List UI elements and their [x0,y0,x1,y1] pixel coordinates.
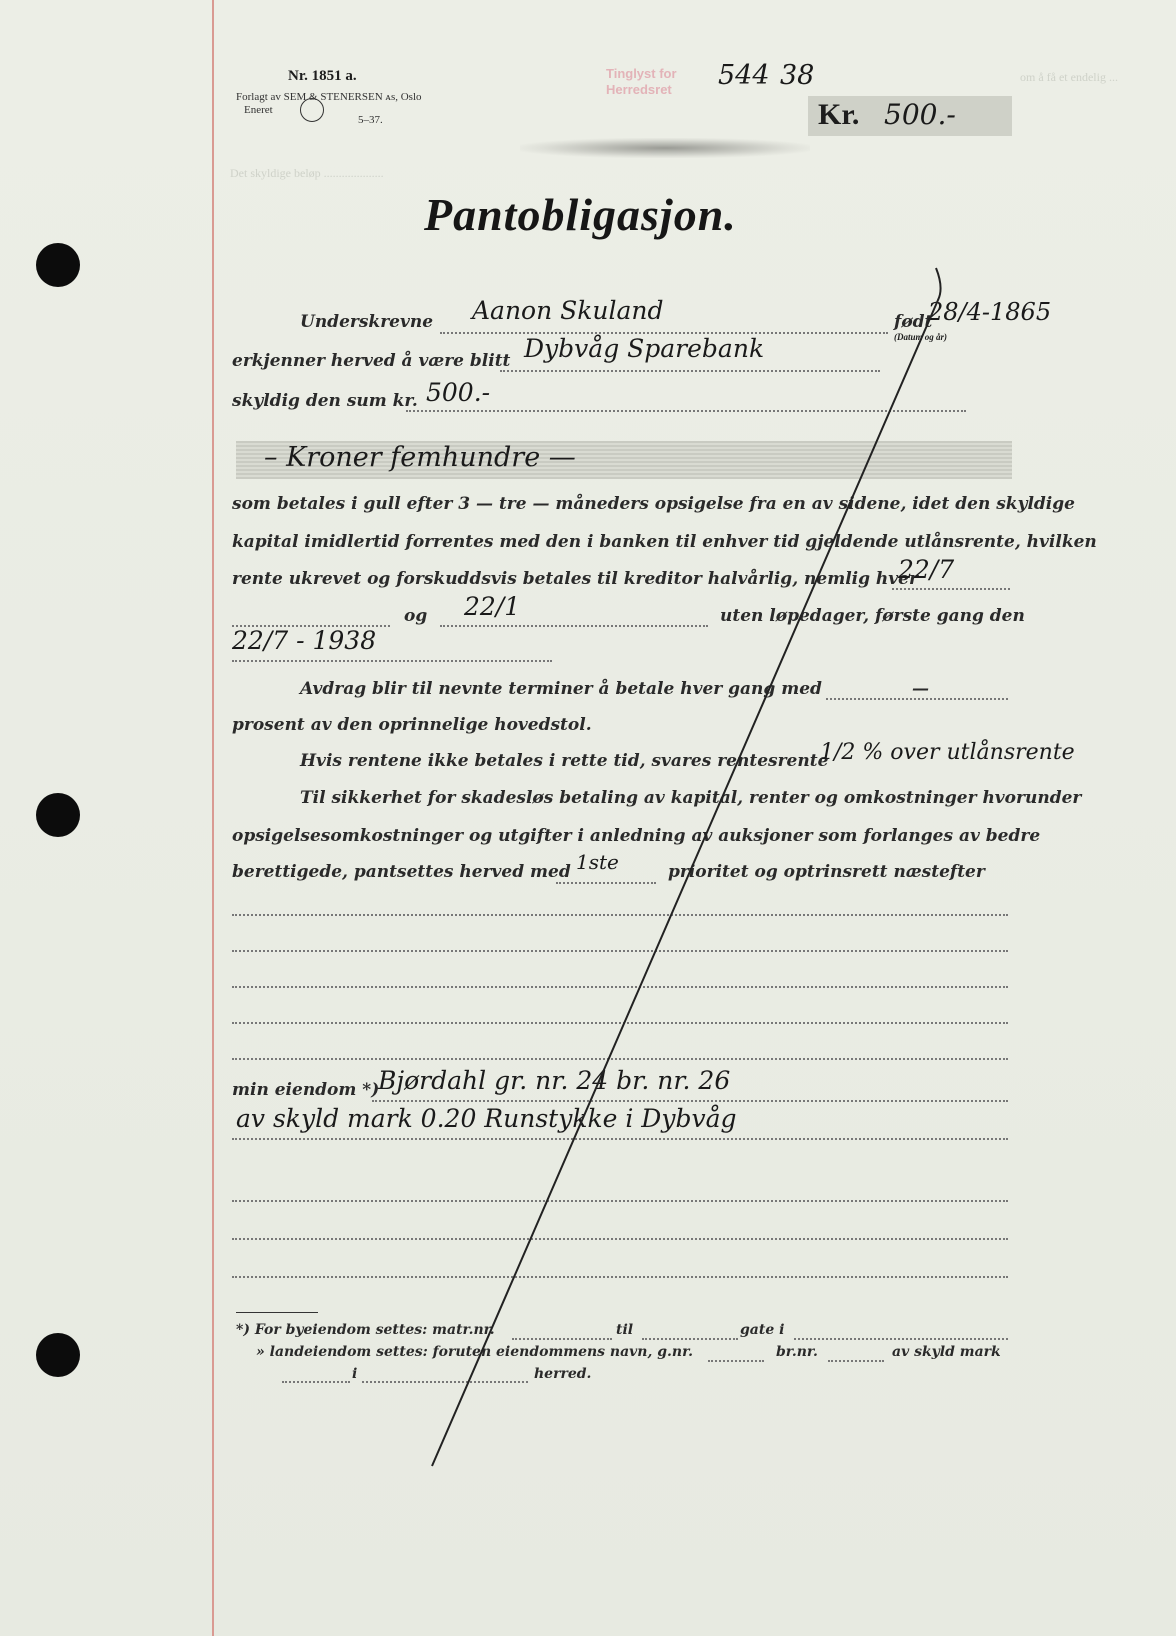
terms-line-3: rente ukrevet og forskuddsvis betales til kreditor halvårlig, nemlig hver [232,569,918,589]
interest-date-1: 22/7 [898,555,955,584]
bleed-through-text: om å få et endelig ... [1020,70,1118,84]
og-label: og [404,606,428,626]
prosent-text: prosent av den oprinnelige hovedstol. [232,715,592,735]
publisher-line: Forlagt av SEM & STENERSEN ᴀs, Oslo [236,91,422,103]
footnote-line-1c: gate i [740,1322,785,1338]
underskrevne-label: Underskrevne [300,312,434,332]
footnote-line-3b: herred. [534,1366,592,1382]
terms-line-1: som betales i gull efter 3 — tre — måneders opsigelse fra en av sidene, idet den skyldige [232,494,1075,514]
kr-amount: 500.- [884,98,956,131]
footnote-line-3a: i [352,1366,358,1382]
priority-value: 1ste [576,850,619,874]
property-label: min eiendom *) [232,1080,380,1100]
debt-amount: 500.- [426,378,491,407]
footnote-line-1b: til [616,1322,634,1338]
opsigelse-text: opsigelsesomkostninger og utgifter i anledning av auksjoner som forlanges av bedre [232,826,1041,846]
creditor-name: Dybvåg Sparebank [524,334,765,363]
terms-line-2: kapital imidlertid forrentes med den i banken til enhver tid gjeldende utlånsrente, hvilken [232,532,1097,552]
fodt-hint: (Datum og år) [894,332,948,342]
interest-date-2: 22/1 [464,592,521,621]
birth-date: 28/4-1865 [928,298,1052,326]
footnote-line-1a: *) For byeiendom settes: matr.nr. [236,1322,495,1338]
priority-text: prioritet og optrinsrett næstefter [668,862,985,882]
first-payment-date: 22/7 - 1938 [232,626,377,655]
amount-in-words: – Kroner femhundre — [264,442,576,473]
first-time-label: uten løpedager, første gang den [720,606,1025,626]
penalty-interest-text: Hvis rentene ikke betales i rette tid, svares rentesrente [300,751,829,771]
pledge-text: berettigede, pantsettes herved med [232,862,571,882]
avdrag-value: — [912,679,929,699]
register-year: 38 [780,60,815,91]
footnote-line-2a: » landeiendom settes: foruten eiendommens navn, g.nr. [256,1344,694,1360]
erkjenner-label: erkjenner herved å være blitt [232,351,511,371]
skyldig-label: skyldig den sum kr. [232,391,418,411]
footnote-line-2c: av skyld mark [892,1344,1001,1360]
registration-stamp: Tinglyst for Herredsret [606,66,677,97]
security-text: Til sikkerhet for skadesløs betaling av kapital, renter og omkostninger hvorunder [300,788,1082,808]
property-line-2: av skyld mark 0.20 Runstykke i Dybvåg [236,1104,737,1133]
publisher-eneret: Eneret [244,104,273,116]
bleed-through-text: Det skyldige beløp .................... [230,166,384,180]
kr-label: Kr. [818,98,860,131]
register-number: 544 [718,60,770,91]
publisher-date: 5–37. [358,114,383,126]
debtor-name: Aanon Skuland [472,296,664,325]
penalty-interest-value: 1/2 % over utlånsrente [820,740,1075,765]
document-title: Pantobligasjon. [424,189,737,240]
fodt-label: født [894,312,933,332]
footnote-line-2b: br.nr. [776,1344,818,1360]
property-line-1: Bjørdahl gr. nr. 24 br. nr. 26 [378,1066,731,1095]
form-number: Nr. 1851 a. [288,68,357,84]
avdrag-text: Avdrag blir til nevnte terminer å betale hver gang med [300,679,822,699]
